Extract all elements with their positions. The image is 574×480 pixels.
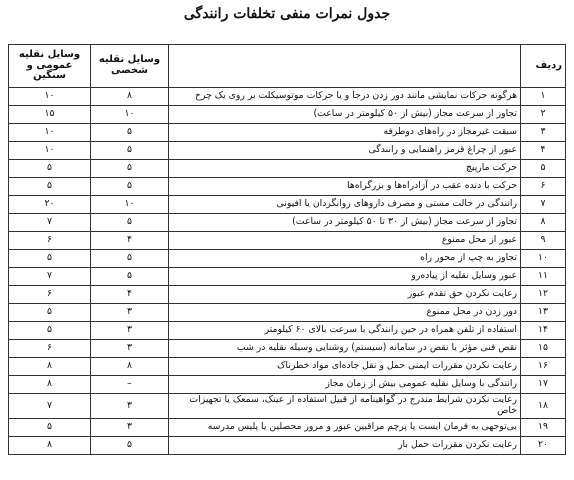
heavy-points: ۸ bbox=[9, 437, 91, 455]
table-row bbox=[9, 394, 566, 419]
heavy-points: ۱۵ bbox=[9, 106, 91, 124]
table-row bbox=[9, 106, 566, 124]
heavy-points: ۶ bbox=[9, 340, 91, 358]
row-number: ۱۸ bbox=[521, 394, 566, 419]
violation-description: سبقت غیرمجاز در راه‌های دوطرفه bbox=[169, 124, 521, 142]
row-number: ۴ bbox=[521, 142, 566, 160]
heavy-points: ۷ bbox=[9, 214, 91, 232]
table-row bbox=[9, 142, 566, 160]
personal-points: ۳ bbox=[91, 419, 169, 437]
row-number: ۱۰ bbox=[521, 250, 566, 268]
violation-description: تجاوز از سرعت مجاز (بیش از ۵۰ کیلومتر در ساعت) bbox=[169, 106, 521, 124]
personal-points: ۳ bbox=[91, 340, 169, 358]
table-row bbox=[9, 358, 566, 376]
personal-points: ۵ bbox=[91, 124, 169, 142]
row-number: ۱۱ bbox=[521, 268, 566, 286]
header-row bbox=[9, 45, 566, 88]
violation-description: رعایت نکردن شرایط مندرج در گواهینامه از قبیل استفاده از عینک، سمعک یا تجهیزات خاص bbox=[169, 394, 521, 419]
violation-description: حرکت مارپیچ bbox=[169, 160, 521, 178]
header-description bbox=[169, 45, 521, 88]
heavy-points: ۶ bbox=[9, 232, 91, 250]
heavy-points: ۷ bbox=[9, 268, 91, 286]
violation-description: رانندگی با وسایل نقلیه عمومی بیش از زمان مجاز bbox=[169, 376, 521, 394]
violation-description: رعایت نکردن مقررات ایمنی حمل و نقل جاده‌ای مواد خطرناک bbox=[169, 358, 521, 376]
header-personal-vehicles: وسایل نقلیه شخصی bbox=[91, 45, 169, 88]
row-number: ۱۹ bbox=[521, 419, 566, 437]
violation-description: تجاوز به چپ از محور راه bbox=[169, 250, 521, 268]
heavy-points: ۱۰ bbox=[9, 124, 91, 142]
table-row bbox=[9, 437, 566, 455]
personal-points: ۸ bbox=[91, 88, 169, 106]
violation-description: رانندگی در حالت مستی و مصرف داروهای روانگردان یا افیونی bbox=[169, 196, 521, 214]
violation-description: رعایت نکردن حق تقدم عبور bbox=[169, 286, 521, 304]
personal-points: ۵ bbox=[91, 178, 169, 196]
personal-points: ۵ bbox=[91, 160, 169, 178]
personal-points: ۱۰ bbox=[91, 196, 169, 214]
row-number: ۱۴ bbox=[521, 322, 566, 340]
header-row-number: ردیف bbox=[521, 45, 566, 88]
violation-description: نقص فنی مؤثر یا نقص در سامانه (سیستم) روشنایی وسیله نقلیه در شب bbox=[169, 340, 521, 358]
row-number: ۶ bbox=[521, 178, 566, 196]
table-row bbox=[9, 340, 566, 358]
row-number: ۸ bbox=[521, 214, 566, 232]
row-number: ۵ bbox=[521, 160, 566, 178]
row-number: ۱۶ bbox=[521, 358, 566, 376]
personal-points: – bbox=[91, 376, 169, 394]
table-row bbox=[9, 304, 566, 322]
personal-points: ۳ bbox=[91, 322, 169, 340]
row-number: ۲ bbox=[521, 106, 566, 124]
table-row bbox=[9, 124, 566, 142]
table-row bbox=[9, 268, 566, 286]
personal-points: ۳ bbox=[91, 304, 169, 322]
page-title: جدول نمرات منفی تخلفات رانندگی bbox=[183, 6, 391, 22]
heavy-points: ۲۰ bbox=[9, 196, 91, 214]
violation-description: عبور از چراغ قرمز راهنمایی و رانندگی bbox=[169, 142, 521, 160]
row-number: ۱۵ bbox=[521, 340, 566, 358]
table-row bbox=[9, 88, 566, 106]
table-row bbox=[9, 376, 566, 394]
violation-description: رعایت نکردن مقررات حمل بار bbox=[169, 437, 521, 455]
heavy-points: ۵ bbox=[9, 304, 91, 322]
personal-points: ۵ bbox=[91, 268, 169, 286]
heavy-points: ۵ bbox=[9, 322, 91, 340]
table-row bbox=[9, 214, 566, 232]
personal-points: ۱۰ bbox=[91, 106, 169, 124]
table-row bbox=[9, 419, 566, 437]
violation-description: عبور از محل ممنوع bbox=[169, 232, 521, 250]
heavy-points: ۱۰ bbox=[9, 88, 91, 106]
heavy-points: ۵ bbox=[9, 160, 91, 178]
personal-points: ۳ bbox=[91, 394, 169, 419]
row-number: ۹ bbox=[521, 232, 566, 250]
row-number: ۲۰ bbox=[521, 437, 566, 455]
heavy-points: ۵ bbox=[9, 250, 91, 268]
violation-description: استفاده از تلفن همراه در حین رانندگی با سرعت بالای ۶۰ کیلومتر bbox=[169, 322, 521, 340]
row-number: ۳ bbox=[521, 124, 566, 142]
heavy-points: ۶ bbox=[9, 286, 91, 304]
personal-points: ۵ bbox=[91, 437, 169, 455]
heavy-points: ۱۰ bbox=[9, 142, 91, 160]
personal-points: ۴ bbox=[91, 286, 169, 304]
personal-points: ۵ bbox=[91, 214, 169, 232]
row-number: ۱۷ bbox=[521, 376, 566, 394]
violation-description: هرگونه حرکات نمایشی مانند دور زدن درجا و یا حرکات موتوسیکلت بر روی یک چرخ bbox=[169, 88, 521, 106]
personal-points: ۸ bbox=[91, 358, 169, 376]
row-number: ۱ bbox=[521, 88, 566, 106]
row-number: ۱۲ bbox=[521, 286, 566, 304]
violation-description: دور زدن در محل ممنوع bbox=[169, 304, 521, 322]
heavy-points: ۸ bbox=[9, 358, 91, 376]
row-number: ۷ bbox=[521, 196, 566, 214]
violation-description: بی‌توجهی به فرمان ایست یا پرچم مراقبین عبور و مرور محصلین یا پلیس مدرسه bbox=[169, 419, 521, 437]
personal-points: ۴ bbox=[91, 232, 169, 250]
header-heavy-vehicles: وسایل نقلیه عمومی و سنگین bbox=[9, 45, 91, 88]
table-row bbox=[9, 196, 566, 214]
table-row bbox=[9, 232, 566, 250]
table-row bbox=[9, 250, 566, 268]
heavy-points: ۷ bbox=[9, 394, 91, 419]
violation-description: عبور وسایل نقلیه از پیاده‌رو bbox=[169, 268, 521, 286]
heavy-points: ۵ bbox=[9, 178, 91, 196]
personal-points: ۵ bbox=[91, 250, 169, 268]
heavy-points: ۸ bbox=[9, 376, 91, 394]
heavy-points: ۵ bbox=[9, 419, 91, 437]
personal-points: ۵ bbox=[91, 142, 169, 160]
table-row bbox=[9, 160, 566, 178]
table-row bbox=[9, 322, 566, 340]
violation-description: حرکت با دنده عقب در آزادراه‌ها و بزرگراه‌ها bbox=[169, 178, 521, 196]
table-row bbox=[9, 178, 566, 196]
row-number: ۱۳ bbox=[521, 304, 566, 322]
table-row bbox=[9, 286, 566, 304]
violation-description: تجاوز از سرعت مجاز (بیش از ۳۰ تا ۵۰ کیلومتر در ساعت) bbox=[169, 214, 521, 232]
violations-table bbox=[8, 44, 566, 455]
